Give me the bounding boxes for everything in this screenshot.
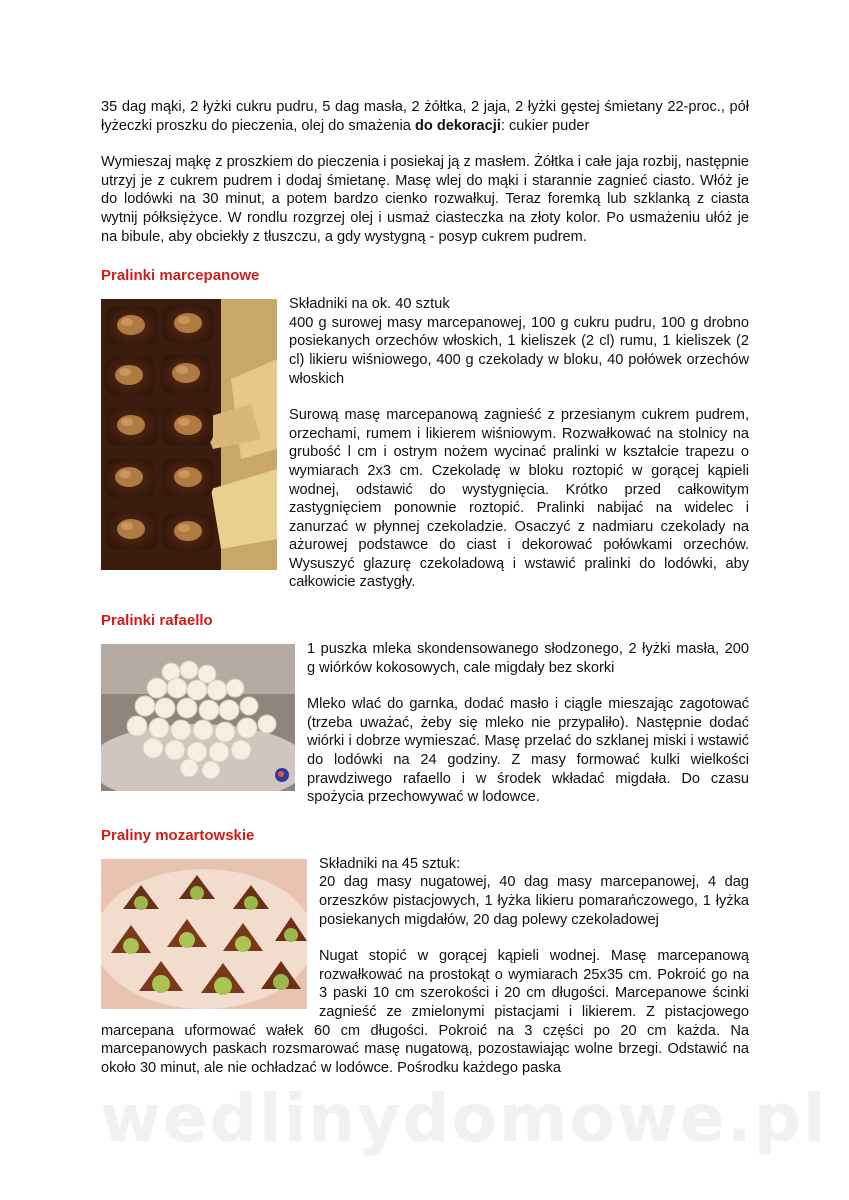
watermark: wedlinydomowe.pl (100, 1080, 828, 1157)
section-title: Pralinki rafaello (101, 612, 213, 630)
section-method: Nugat stopić w gorącej kąpieli wodnej. Masę marcepanową rozwałkować na prostokąt o wymiarach 25x35 cm. Pokroić go na 3 paski 10 cm szerokości i 20 cm długości. Marcepanowe ścinki zagnieść ze zmielonymi pistacjami i likierem. Z pistacjowego marcepana uformować wałek 60 cm długości. Pokroić na 3 części po 20 cm każda. Na marcepanowych paskach rozsmarować masę nugatową, pozostawiając wolne brzegi. Odstawić na około 30 minut, ale nie ochładzać w lodówce. Pośrodku każdego paska (101, 948, 749, 1076)
section-ingredients: 1 puszka mleka skondensowanego słodzonego, 2 łyżki masła, 200 g wiórków kokosowych, cale migdały bez skorki (307, 641, 749, 676)
mozart-pralines-photo (101, 859, 307, 1009)
document-page (101, 98, 749, 1077)
section-method: Mleko wlać do garnka, dodać masło i ciągle mieszając zagotować (trzeba uważać, żeby się mleko nie przypaliło). Następnie dodać wiórki i dobrze wymieszać. Masę przelać do szklanej miski i wstawić do lodówki na 24 godziny. Z masy formować kulki wielkości prawdziwego rafaello i w środek wkładać migdała. Do czasu spożycia przechowywać w lodowce. (307, 696, 749, 806)
rafaello-pralines-photo (101, 644, 295, 791)
section-title: Pralinki marcepanowe (101, 267, 260, 285)
decoration-label: do dekoracji (414, 117, 501, 134)
intro-method: Wymieszaj mąkę z proszkiem do pieczenia i posiekaj ją z masłem. Żółtka i całe jaja rozbij, następnie utrzyj je z cukrem pudrem i dodaj śmietanę. Masę wlej do mąki i starannie zagnieć ciasto. Włóż je do lodówki na 30 minut, a potem bardzo cienko rozwałkuj. Teraz foremką lub szklanką z ciasta wytnij półksiężyce. W rondlu rozgrzej olej i usmaż ciasteczka na złoty kolor. Po usmażeniu ułóż je na bibule, aby obciekły z tłuszczu, a gdy wystygną - posyp cukrem pudrem. (101, 154, 749, 245)
section-yield: Składniki na ok. 40 sztuk (289, 296, 450, 313)
marzipan-pralines-photo (101, 299, 277, 570)
section-method: Surową masę marcepanową zagnieść z przesianym cukrem pudrem, orzechami, rumem i likierem wiśniowym. Rozwałkować na stolnicy na grubość l cm i ostrym nożem wycinać pralinki w kształcie trapezu o wymiarach 2x3 cm. Czekoladę w bloku roztopić w gorącej kąpieli wodnej, odstawić do wystygnięcia. Krótko przed całkowitym zastygnięciem ponownie roztopić. Pralinki nabijać na widelec i zanurzać w płynnej czekoladzie. Osaczyć z nadmiaru czekolady na ażurowej podstawce do ciast i dekorować połówkami orzechów. Wysuszyć glazurę czekoladową i wstawić pralinki do lodówki, aby całkowicie zastygły. (289, 407, 749, 591)
recipe-section-mozartowskie (101, 827, 749, 1078)
intro-ingredients: 35 dag mąki, 2 łyżki cukru pudru, 5 dag masła, 2 żółtka, 2 jaja, 2 łyżki gęstej śmietany 22-proc., pół łyżeczki proszku do pieczenia, olej do smażenia do dekoracji: cukier puder (101, 99, 749, 134)
recipe-section-rafaello (101, 612, 749, 807)
section-ingredients: 400 g surowej masy marcepanowej, 100 g cukru pudru, 100 g drobno posiekanych orzechów włoskich, 1 kieliszek (2 cl) rumu, 1 kieliszek (2 cl) likieru wiśniowego, 400 g czekolady w bloku, 40 połówek orzechów włoskich (289, 314, 749, 387)
section-title: Praliny mozartowskie (101, 826, 255, 844)
recipe-section-marcepanowe (101, 267, 749, 592)
section-yield: Składniki na 45 sztuk: (319, 855, 461, 872)
section-ingredients: 20 dag masy nugatowej, 40 dag masy marcepanowej, 4 dag orzeszków pistacjowych, 1 łyżka likieru pomarańczowego, 1 łyżka posiekanych migdałów, 20 dag polewy czekoladowej (319, 874, 749, 928)
